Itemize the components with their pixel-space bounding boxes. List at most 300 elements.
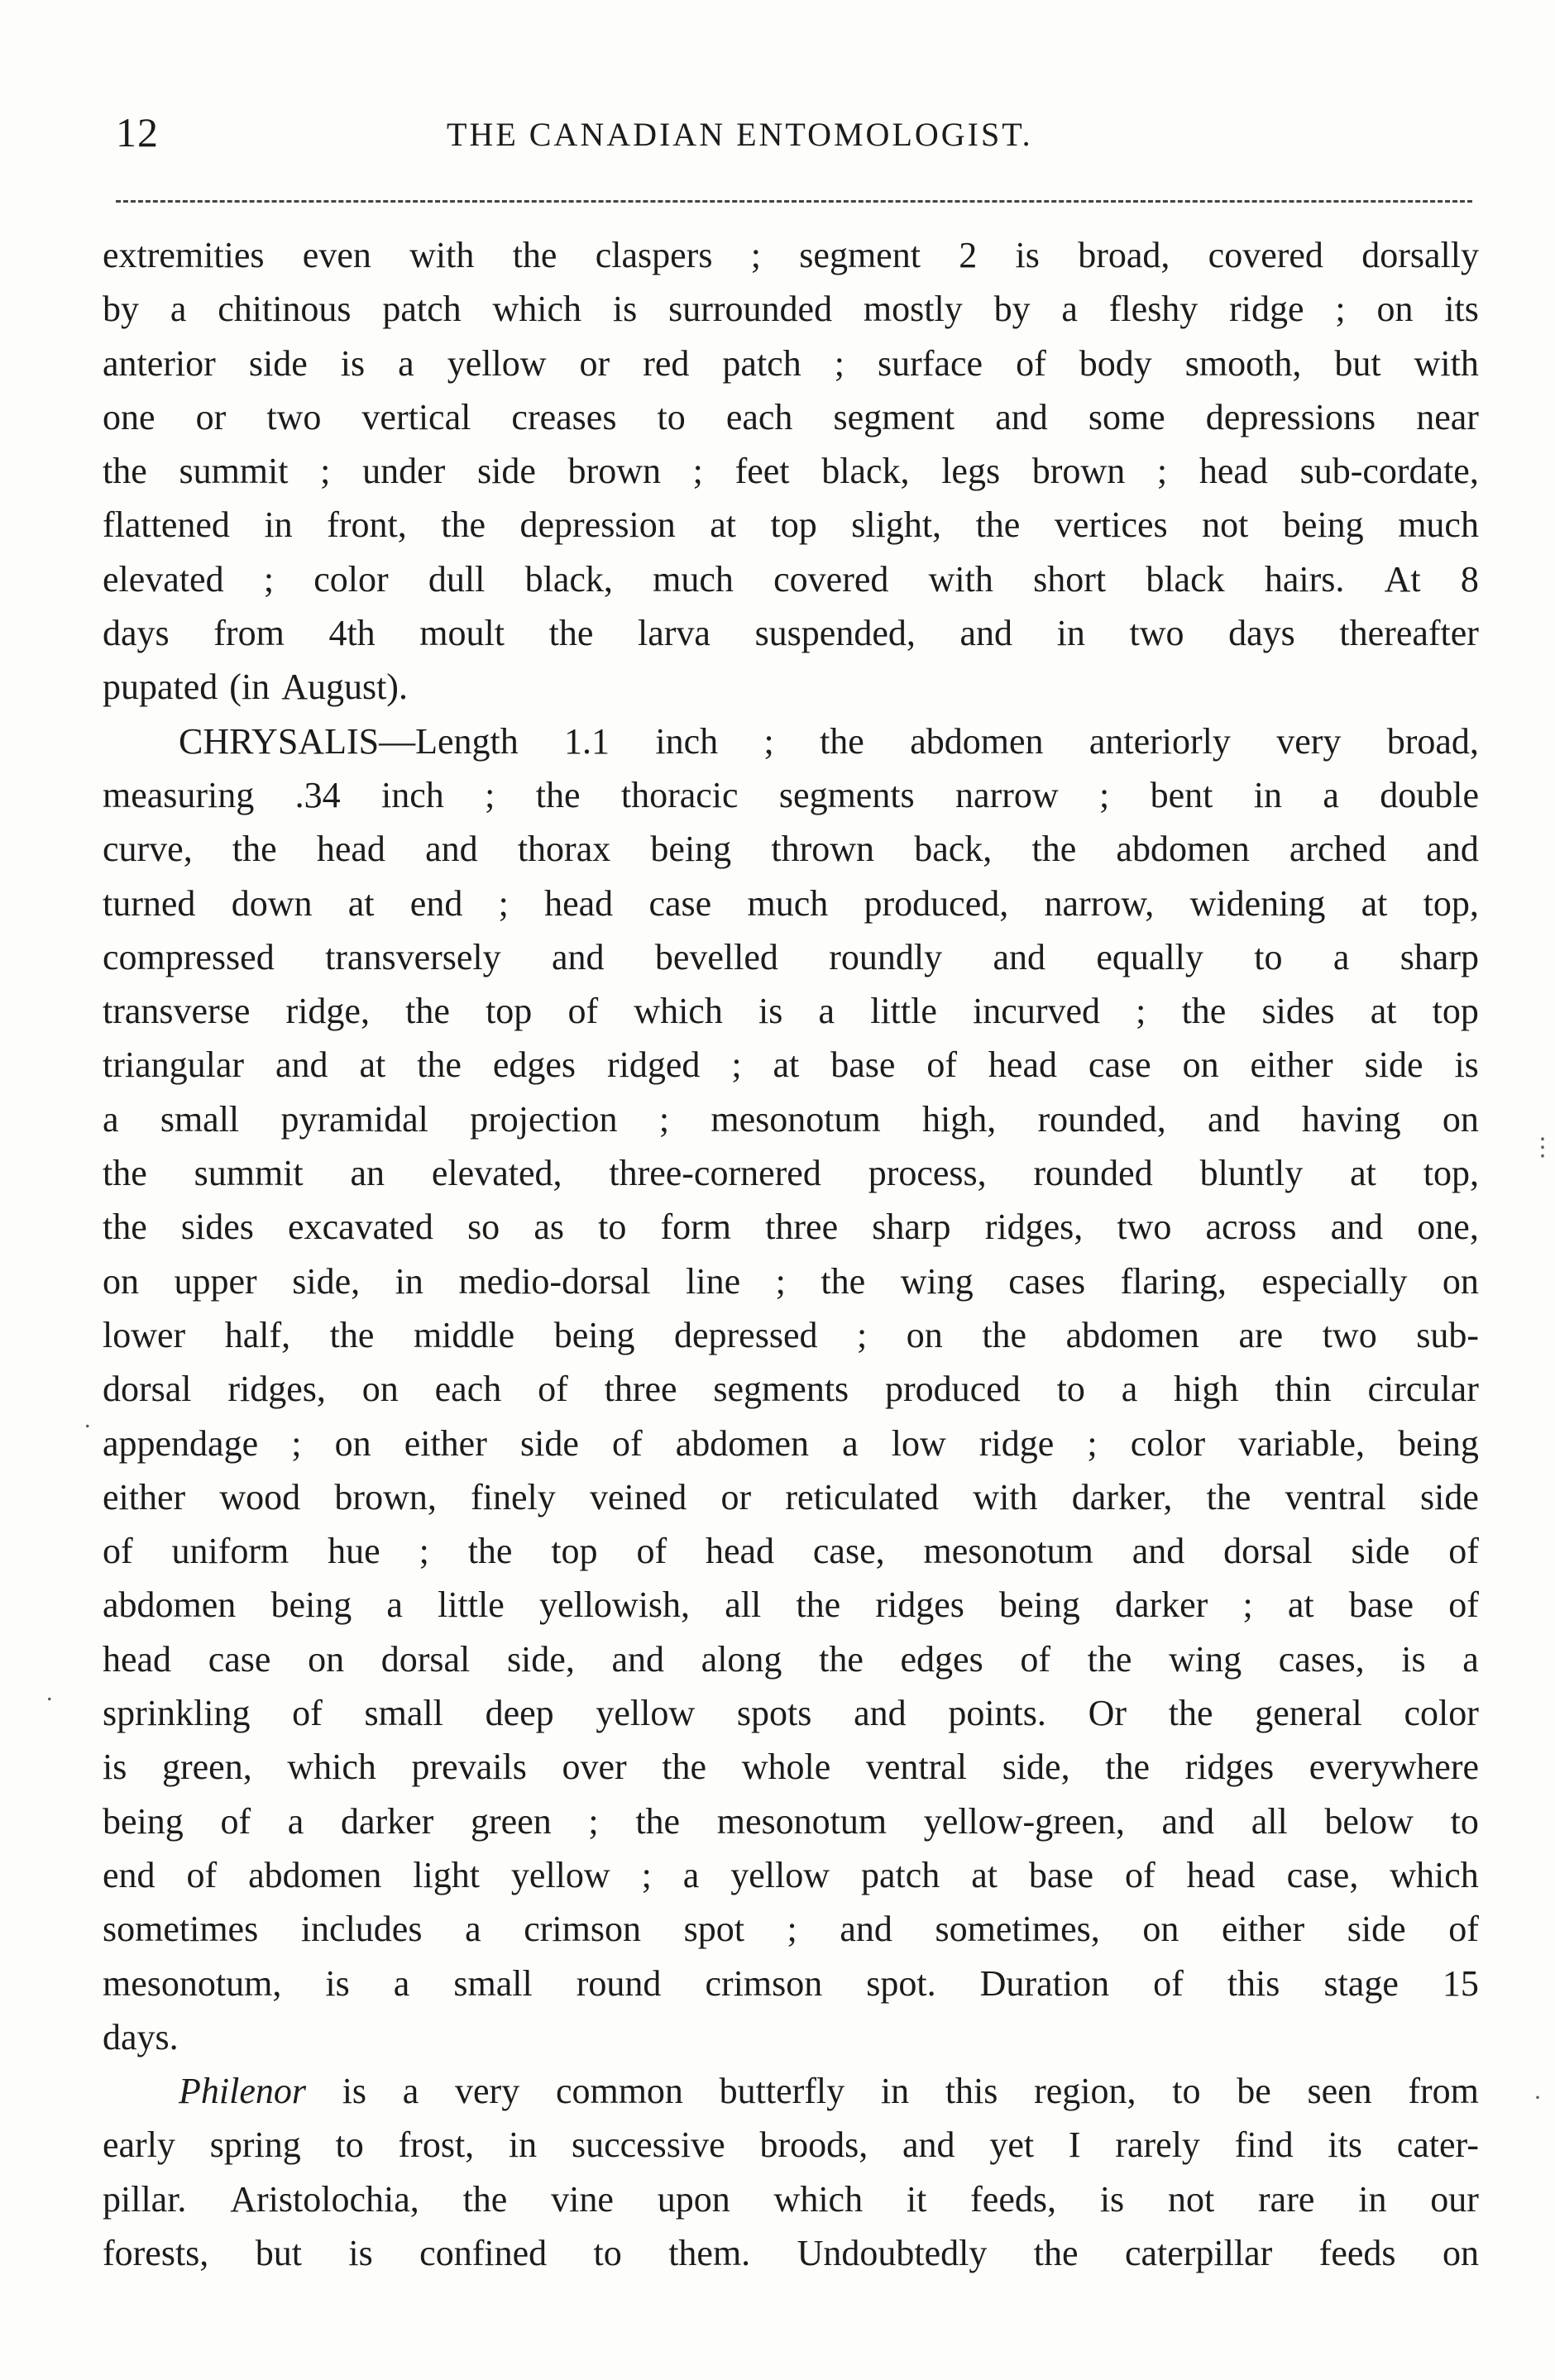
word: the <box>1206 1476 1251 1517</box>
word: is <box>1401 1638 1426 1680</box>
word: and <box>275 1044 328 1086</box>
word: which <box>287 1747 376 1788</box>
word: successive <box>571 2124 725 2166</box>
text-line <box>103 877 1479 930</box>
word: a <box>1323 774 1339 815</box>
word: creases <box>511 396 617 437</box>
word: everywhere <box>1309 1747 1479 1788</box>
word: the <box>1087 1638 1132 1680</box>
word: darker <box>1114 1584 1208 1626</box>
word: below <box>1324 1800 1414 1842</box>
word: sharp <box>1400 936 1479 977</box>
word: cases, <box>1278 1638 1365 1680</box>
word: slight, <box>851 504 942 546</box>
word: three <box>604 1369 677 1410</box>
word: sometimes, <box>935 1909 1100 1950</box>
word: dorsal <box>1223 1531 1313 1572</box>
word: a <box>402 2071 419 2112</box>
word: of <box>1016 342 1046 384</box>
word: produced <box>885 1369 1021 1410</box>
word: compressed <box>103 936 275 977</box>
word: yellow <box>730 1854 830 1895</box>
text-line <box>103 768 1479 822</box>
word: side <box>1364 1044 1423 1086</box>
text-line <box>103 444 1479 498</box>
word: produced, <box>864 882 1009 924</box>
word: a <box>103 1098 119 1140</box>
word: to <box>1450 1800 1479 1842</box>
word: form <box>660 1207 732 1248</box>
word: from <box>213 613 285 654</box>
word: region, <box>1034 2071 1136 2112</box>
word: butterfly <box>719 2071 845 2112</box>
word: yellow <box>510 1854 610 1895</box>
word: ventral <box>1285 1476 1386 1517</box>
word: sides <box>1261 991 1335 1032</box>
word: and <box>840 1909 892 1950</box>
word: of <box>611 1422 643 1464</box>
word: bluntly <box>1199 1153 1304 1194</box>
text-line <box>103 2172 1479 2226</box>
word: of <box>220 1800 251 1842</box>
word: ; <box>763 720 774 762</box>
word: the <box>820 720 864 762</box>
word: a <box>1121 1369 1138 1410</box>
word: being <box>650 829 732 870</box>
word: the <box>635 1800 681 1842</box>
word: at <box>1350 1153 1376 1194</box>
word: base <box>830 1044 896 1086</box>
word: a <box>170 289 187 330</box>
word: depressions <box>1205 396 1376 437</box>
word: one <box>103 396 156 437</box>
word: dull <box>428 558 486 600</box>
word: feeds, <box>970 2178 1056 2220</box>
word: ; <box>750 235 761 275</box>
word: ridges, <box>227 1369 326 1410</box>
word: elevated <box>103 558 224 600</box>
word: transversely <box>325 936 501 977</box>
word: chitinous <box>218 289 352 330</box>
word: in <box>880 2071 910 2112</box>
word: ; <box>658 1098 670 1140</box>
word: thorax <box>517 829 611 870</box>
word: ventral <box>865 1747 968 1788</box>
word: the <box>821 1260 866 1302</box>
word: and <box>552 936 605 977</box>
word: on <box>906 1314 943 1355</box>
word: crimson <box>705 1962 823 2004</box>
word: which <box>773 2178 864 2220</box>
word: head <box>544 882 614 924</box>
word: pupated <box>103 667 218 708</box>
word: of <box>103 1531 133 1572</box>
word: side <box>1347 1909 1406 1950</box>
running-head: THE CANADIAN ENTOMOLOGIST. <box>447 116 1033 153</box>
word: base <box>1028 1854 1094 1895</box>
word: a <box>1462 1638 1479 1680</box>
word: case, <box>812 1531 885 1572</box>
word: in <box>264 504 293 546</box>
word: to <box>598 1207 627 1248</box>
word: flaring, <box>1120 1260 1227 1302</box>
word: general <box>1255 1693 1362 1734</box>
word: the <box>548 613 594 654</box>
word: on <box>1182 1044 1219 1086</box>
word: from <box>1408 2071 1479 2112</box>
word: the <box>819 1638 864 1680</box>
word: in <box>1253 774 1282 815</box>
word: double <box>1380 774 1479 815</box>
word: at <box>359 1044 386 1086</box>
word: green, <box>162 1747 252 1788</box>
word: much <box>653 558 734 600</box>
word: in <box>395 1260 423 1302</box>
margin-speck: . <box>84 1406 91 1433</box>
word: being <box>103 1800 184 1842</box>
word: side, <box>506 1638 575 1680</box>
word: circular <box>1367 1369 1479 1410</box>
word: sharp <box>872 1207 951 1248</box>
word: half, <box>224 1314 291 1355</box>
word: round <box>576 1962 662 2004</box>
word: near <box>1416 396 1479 437</box>
word: the <box>1105 1747 1150 1788</box>
word: down <box>231 882 313 924</box>
word: segments <box>713 1369 849 1410</box>
word: ; <box>641 1854 652 1895</box>
word: and <box>1132 1531 1185 1572</box>
word: ridged <box>606 1044 701 1086</box>
word: by <box>993 289 1031 330</box>
word: and <box>1426 829 1479 870</box>
word: edges <box>900 1638 983 1680</box>
word: whole <box>741 1747 831 1788</box>
text-line <box>103 2118 1479 2172</box>
text-line <box>103 660 1479 714</box>
word: and <box>959 613 1013 654</box>
word: of <box>1153 1962 1184 2004</box>
word: 8 <box>1460 558 1479 600</box>
word: case <box>1088 1044 1151 1086</box>
word: abdomen <box>1116 829 1250 870</box>
word: incurved <box>973 991 1100 1032</box>
word: top <box>1432 991 1479 1032</box>
word: yellow-green, <box>923 1800 1125 1842</box>
word: top, <box>1423 882 1479 924</box>
page-header <box>116 103 1472 170</box>
word: dorsal <box>103 1369 192 1410</box>
word: and <box>1208 1098 1261 1140</box>
word: of <box>1125 1854 1155 1895</box>
word: at <box>710 504 736 546</box>
word: August). <box>281 667 408 708</box>
word: being <box>1398 1422 1479 1464</box>
word: top <box>486 991 533 1032</box>
word: yellow <box>447 342 547 384</box>
word: turned <box>103 882 196 924</box>
word: the <box>467 1531 513 1572</box>
word: along <box>701 1638 782 1680</box>
text-line <box>103 2010 1479 2064</box>
word: an <box>350 1153 385 1194</box>
word: head <box>705 1531 775 1572</box>
word: ; <box>1087 1422 1098 1464</box>
word: head <box>103 1638 172 1680</box>
word: abdomen <box>103 1584 237 1626</box>
word: with <box>973 1476 1038 1517</box>
word: are <box>1238 1314 1284 1355</box>
word: at <box>347 882 375 924</box>
word: hue <box>328 1531 380 1572</box>
word: all <box>725 1584 762 1626</box>
word: flattened <box>103 504 230 546</box>
word: head <box>1199 451 1268 492</box>
word: ; <box>857 1314 868 1355</box>
word: the <box>975 504 1021 546</box>
word: a <box>818 991 835 1032</box>
word: of <box>292 1693 323 1734</box>
word: being <box>553 1314 635 1355</box>
word: to <box>1056 1369 1085 1410</box>
word: on <box>361 1369 399 1410</box>
text-line <box>103 1902 1479 1956</box>
word: ; <box>498 882 509 924</box>
word: little <box>870 991 937 1032</box>
word: small <box>160 1098 240 1140</box>
word: equally <box>1096 936 1203 977</box>
text-line <box>103 1740 1479 1794</box>
text-line <box>103 930 1479 984</box>
word: is <box>340 342 366 384</box>
word: larva <box>638 613 711 654</box>
word: black, <box>821 451 910 492</box>
word: yellowish, <box>538 1584 691 1626</box>
text-line <box>103 337 1479 390</box>
word: in <box>1358 2178 1387 2220</box>
word: and <box>854 1693 907 1734</box>
word: a <box>393 1962 410 2004</box>
word: brown <box>1031 451 1126 492</box>
word: bent <box>1150 774 1213 815</box>
word: process, <box>868 1153 987 1194</box>
word: light <box>413 1854 480 1895</box>
word: Undoubtedly <box>797 2232 988 2273</box>
word: spot. <box>866 1962 936 2004</box>
text-line <box>103 2226 1479 2280</box>
text-line <box>103 1038 1479 1092</box>
text-line <box>103 1362 1479 1416</box>
word: prevails <box>411 1747 527 1788</box>
word: base <box>1348 1584 1414 1626</box>
word: two <box>1322 1314 1377 1355</box>
word: cater- <box>1396 2124 1479 2166</box>
word: curve, <box>103 829 193 870</box>
word: the <box>982 1314 1027 1355</box>
text-line <box>103 1686 1479 1740</box>
word: days <box>1228 613 1295 654</box>
word: patch <box>860 1854 940 1895</box>
word: the <box>103 451 147 492</box>
word: mesonotum <box>923 1531 1093 1572</box>
word: ; <box>291 1422 302 1464</box>
word: covered <box>1208 235 1323 275</box>
word: or <box>195 396 227 437</box>
word: in <box>508 2124 538 2166</box>
word: triangular <box>103 1044 245 1086</box>
word: widening <box>1189 882 1326 924</box>
word: surrounded <box>668 289 833 330</box>
word: thrown <box>771 829 875 870</box>
word: roundly <box>829 936 943 977</box>
word: of <box>1448 1584 1479 1626</box>
word: ridges <box>1184 1747 1275 1788</box>
word: abdomen <box>248 1854 382 1895</box>
word: ridge <box>978 1422 1055 1464</box>
word: is <box>758 991 783 1032</box>
word: at <box>1361 882 1388 924</box>
word: deep <box>485 1693 554 1734</box>
word: top <box>551 1531 598 1572</box>
word: is <box>1015 235 1040 275</box>
word: to <box>335 2124 364 2166</box>
word: over <box>562 1747 627 1788</box>
word: on <box>1442 2232 1479 2273</box>
word: segment <box>799 235 921 275</box>
word: and <box>995 396 1048 437</box>
word: depression <box>519 504 676 546</box>
word: rounded <box>1033 1153 1153 1194</box>
header-rule <box>116 200 1472 203</box>
word: is <box>1454 1044 1479 1086</box>
word: excavated <box>288 1207 433 1248</box>
text-line <box>103 1578 1479 1632</box>
word: on <box>308 1638 345 1680</box>
word: days. <box>103 2016 179 2057</box>
word: ; <box>1099 774 1110 815</box>
word: much <box>747 882 829 924</box>
word: forests, <box>103 2232 209 2273</box>
word: top, <box>1423 1153 1479 1194</box>
word: thereafter <box>1339 613 1479 654</box>
word: .34 <box>294 774 341 815</box>
word: each <box>434 1369 502 1410</box>
word: at <box>1370 991 1397 1032</box>
word: so <box>467 1207 500 1248</box>
word: being <box>270 1584 352 1626</box>
word: ; <box>320 451 331 492</box>
word: feet <box>734 451 790 492</box>
word: sub- <box>1416 1314 1479 1355</box>
word: variable, <box>1238 1422 1365 1464</box>
word: covered <box>773 558 889 600</box>
word: having <box>1301 1098 1401 1140</box>
word: to <box>657 396 686 437</box>
word: very <box>455 2071 520 2112</box>
word: yet <box>989 2124 1035 2166</box>
word: spot <box>683 1909 744 1950</box>
word: arched <box>1289 829 1387 870</box>
word: much <box>1398 504 1479 546</box>
word: dorsally <box>1361 235 1479 275</box>
word: to <box>1172 2071 1201 2112</box>
text-line <box>103 606 1479 660</box>
word: head <box>988 1044 1057 1086</box>
word: ; <box>834 342 844 384</box>
word: pillar. <box>103 2178 187 2220</box>
word: of <box>567 991 599 1032</box>
word: by <box>103 289 139 330</box>
word: frost, <box>398 2124 475 2166</box>
word: mesonotum <box>711 1098 881 1140</box>
word: its <box>1444 289 1479 330</box>
text-line <box>103 1957 1479 2010</box>
word: case <box>648 882 712 924</box>
word: two <box>1117 1207 1172 1248</box>
word: middle <box>413 1314 515 1355</box>
word: as <box>533 1207 564 1248</box>
word: anteriorly <box>1088 720 1231 762</box>
word: or <box>579 342 610 384</box>
word: on <box>103 1260 139 1302</box>
margin-speck: · <box>1533 2084 1542 2111</box>
word: segments <box>778 774 915 815</box>
word: of <box>1448 1531 1479 1572</box>
word: common <box>555 2071 683 2112</box>
word: sometimes <box>103 1909 259 1950</box>
word: broods, <box>759 2124 868 2166</box>
text-line <box>103 1632 1479 1686</box>
margin-speck: . <box>46 1679 53 1706</box>
word: transverse <box>103 991 251 1032</box>
word: narrow <box>955 774 1059 815</box>
word: two <box>1129 613 1184 654</box>
word: in <box>1056 613 1085 654</box>
word: abdomen <box>675 1422 810 1464</box>
word: either <box>1250 1044 1333 1086</box>
word: measuring <box>103 774 255 815</box>
word: with <box>928 558 993 600</box>
word: depressed <box>673 1314 818 1355</box>
word: high <box>1174 1369 1239 1410</box>
word: a <box>287 1800 304 1842</box>
word: either <box>404 1422 487 1464</box>
word: reticulated <box>785 1476 940 1517</box>
word: color <box>313 558 389 600</box>
word: the <box>462 2178 508 2220</box>
word: is <box>612 289 638 330</box>
word: end <box>103 1854 156 1895</box>
word: which <box>634 991 723 1032</box>
word: lower <box>103 1314 186 1355</box>
word: a <box>465 1909 481 1950</box>
word: ; <box>731 1044 742 1086</box>
word: days <box>103 613 170 654</box>
text-line <box>103 1092 1479 1146</box>
word: a <box>842 1422 859 1464</box>
word: ; <box>263 558 275 600</box>
word: side, <box>292 1260 361 1302</box>
word: either <box>1221 1909 1305 1950</box>
word: bevelled <box>654 936 778 977</box>
word: ; <box>1335 289 1346 330</box>
word: points. <box>948 1693 1046 1734</box>
word: is <box>348 2232 373 2273</box>
word: finely <box>471 1476 556 1517</box>
word: veined <box>589 1476 687 1517</box>
text-line <box>103 498 1479 552</box>
word: is <box>1099 2178 1125 2220</box>
